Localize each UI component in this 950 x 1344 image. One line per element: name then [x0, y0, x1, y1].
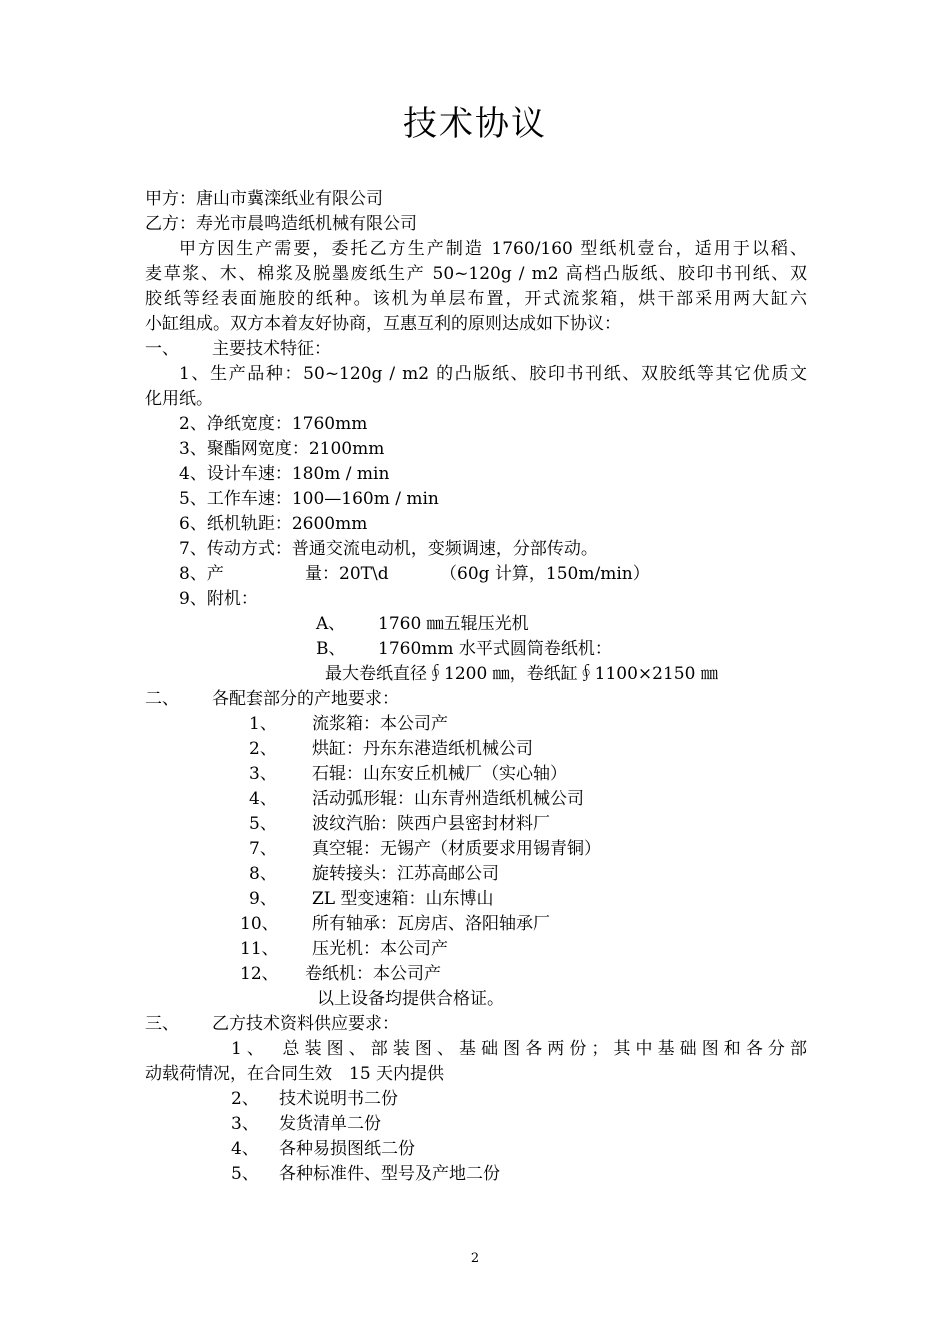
supplier-item-text: 活动弧形辊：山东青州造纸机械公司 [312, 789, 584, 809]
supplier-item-number: 5、 [249, 814, 277, 834]
intro-line: 甲方因生产需要，委托乙方生产制造 1760/160 型纸机壹台，适用于以稻、 [179, 239, 807, 259]
supplier-item-text: 所有轴承：瓦房店、洛阳轴承厂 [312, 914, 550, 934]
sub-item-b-text: 1760mm 水平式圆筒卷纸机： [378, 639, 612, 659]
section2-number: 二、 [145, 689, 179, 709]
output-note: （60g 计算，150m/min） [440, 564, 650, 584]
spec-item: 2、净纸宽度：1760mm [179, 414, 368, 434]
sub-item-b-detail: 最大卷纸直径∮1200 ㎜，卷纸缸∮1100×2150 ㎜ [325, 664, 718, 684]
document-item-text: 各种易损图纸二份 [279, 1139, 415, 1159]
sub-item-a-text: 1760 ㎜五辊压光机 [378, 614, 529, 634]
section1-heading: 主要技术特征： [212, 339, 331, 359]
supplier-item-number: 8、 [249, 864, 277, 884]
output-label-b: 量：20T\d [305, 564, 389, 584]
document-item-number: 4、 [231, 1139, 259, 1159]
party-a: 甲方：唐山市冀滦纸业有限公司 [145, 189, 383, 209]
spec-item: 7、传动方式：普通交流电动机，变频调速，分部传动。 [179, 539, 598, 559]
supplier-item-text: 流浆箱：本公司产 [312, 714, 448, 734]
section2-heading: 各配套部分的产地要求： [212, 689, 399, 709]
intro-line: 胶纸等经表面施胶的纸种。该机为单层布置，开式流浆箱，烘干部采用两大缸六 [145, 289, 807, 309]
document-item: 1、 总装图、部装图、基础图各两份；其中基础图和各分部 [231, 1039, 807, 1059]
sub-item-a-number: A、 [316, 614, 346, 634]
party-b: 乙方：寿光市晨鸣造纸机械有限公司 [145, 214, 417, 234]
document-item: 动载荷情况，在合同生效 15 天内提供 [145, 1064, 445, 1084]
document-item-text: 各种标准件、型号及产地二份 [279, 1164, 500, 1184]
spec-item: 3、聚酯网宽度：2100mm [179, 439, 385, 459]
document-item-text: 技术说明书二份 [279, 1089, 398, 1109]
spec-item: 1、生产品种：50~120g / m2 的凸版纸、胶印书刊纸、双胶纸等其它优质文 [179, 364, 807, 384]
document-item-number: 5、 [231, 1164, 259, 1184]
intro-line: 麦草浆、木、棉浆及脱墨废纸生产 50~120g / m2 高档凸版纸、胶印书刊纸、双 [145, 264, 807, 284]
section1-number: 一、 [145, 339, 179, 359]
certificate-note: 以上设备均提供合格证。 [317, 989, 504, 1009]
supplier-item-number: 12、 [240, 964, 279, 984]
supplier-item-text: 压光机：本公司产 [312, 939, 448, 959]
supplier-item-number: 2、 [249, 739, 277, 759]
supplier-item-text: 旋转接头：江苏高邮公司 [312, 864, 499, 884]
document-item-number: 3、 [231, 1114, 259, 1134]
supplier-item-text: 真空辊：无锡产（材质要求用锡青铜） [312, 839, 601, 859]
supplier-item-number: 7、 [249, 839, 277, 859]
supplier-item-number: 10、 [240, 914, 279, 934]
supplier-item-number: 9、 [249, 889, 277, 909]
document-item-number: 2、 [231, 1089, 259, 1109]
attachment-label: 9、附机： [179, 589, 258, 609]
sub-item-b-number: B、 [316, 639, 346, 659]
supplier-item-text: 卷纸机：本公司产 [305, 964, 441, 984]
section3-number: 三、 [145, 1014, 179, 1034]
supplier-item-number: 1、 [249, 714, 277, 734]
supplier-item-number: 3、 [249, 764, 277, 784]
document-title: 技术协议 [403, 104, 547, 144]
spec-item: 6、纸机轨距：2600mm [179, 514, 368, 534]
document-item-text: 发货清单二份 [279, 1114, 381, 1134]
intro-line: 小缸组成。双方本着友好协商，互惠互利的原则达成如下协议： [145, 314, 621, 334]
supplier-item-number: 11、 [240, 939, 279, 959]
supplier-item-text: 石辊：山东安丘机械厂（实心轴） [312, 764, 567, 784]
spec-item: 5、工作车速：100—160m / min [179, 489, 439, 509]
page-number: 2 [470, 1251, 480, 1266]
supplier-item-text: 烘缸：丹东东港造纸机械公司 [312, 739, 533, 759]
output-label-a: 8、产 [179, 564, 224, 584]
supplier-item-number: 4、 [249, 789, 277, 809]
supplier-item-text: 波纹汽胎：陕西户县密封材料厂 [312, 814, 550, 834]
spec-item: 化用纸。 [145, 389, 213, 409]
supplier-item-text: ZL 型变速箱：山东博山 [312, 889, 494, 909]
spec-item: 4、设计车速：180m / min [179, 464, 390, 484]
section3-heading: 乙方技术资料供应要求： [212, 1014, 399, 1034]
